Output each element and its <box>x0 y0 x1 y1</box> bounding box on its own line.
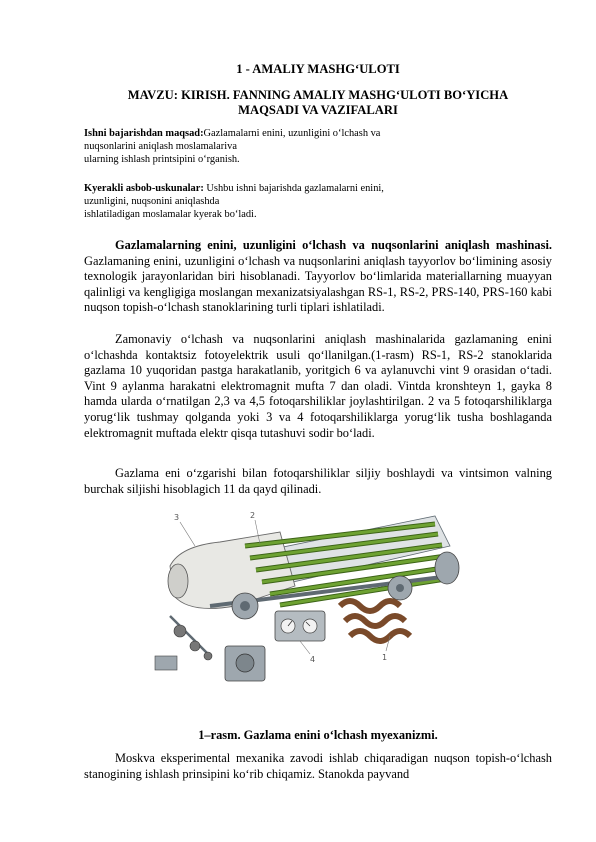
topic-line-1: MAVZU: KIRISH. FANNING AMALIY MASHG‘ULOTI BO‘YICHA <box>127 88 509 102</box>
paragraph-2-text: Zamonaviy o‘lchash va nuqsonlarini aniqlash mashinalarida gazlamaning enini o‘lchashda kontaktsiz fotoyelektrik usuli qo‘llanilgan.(1-rasm) RS-1, RS-2 stanoklarida gazlama 10 yuqoridan pastga harakatlanib, yoritgich 6 va aylanuvchi vint 9 orasidan o‘tadi. Vint 9 aylanma harakatni elektromagnit mufta 7 dan oladi. Vintda kronshteyn 1, gayka 8 hamda ularda o‘rnatilgan 2,3 va 4,5 fotoqarshiliklar joylashtirilgan. 2 va 5 fotoqarshiliklarga yorug‘lik tushmay qolganda yoki 3 va 4 fotoqarshiliklarga yorug‘lik tusha boshlaganda elektromagnit muftada elektr qisqa tutashuvi sodir bo‘ladi. <box>84 332 552 440</box>
paragraph-2 <box>84 332 552 441</box>
paragraph-4-text: Moskva eksperimental mexanika zavodi ishlab chiqaradigan nuqson topish-o‘lchash stanogining ishlash prinsipini ko‘rib chiqamiz. Stanokda payvand <box>84 751 552 781</box>
tools-label: Kyerakli asbob-uskunalar: <box>84 183 204 194</box>
paragraph-1-text: Gazlamaning enini, uzunligini o‘lchash va nuqsonlarini aniqlash tayyorlov bo‘limining asosiy texnologik jarayonlaridan biri hisoblanadi. Tayyorlov bo‘limlarida materiallarning muayyan qalinligi va kengligiga moslangan mexanizatsiyalashgan RS-1, RS-2, PRS-140, PRS-160 kabi nuqson topish-o‘lchash stanoklarining turli tiplari ishlatiladi. <box>84 253 552 315</box>
tools-text-2: uzunligini, nuqsonini aniqlashda <box>84 196 220 207</box>
callout-1: 1 <box>382 653 388 662</box>
callout-2: 2 <box>250 511 256 520</box>
goal-text: Gazlamalarni enini, uzunligini o‘lchash va <box>203 128 381 139</box>
goal-text-3: ularning ishlash printsipini o‘rganish. <box>84 154 240 165</box>
goal-label: Ishni bajarishdan maqsad: <box>84 128 204 139</box>
paragraph-3 <box>84 466 552 497</box>
fabric-roll-end <box>168 564 188 598</box>
tools-block <box>84 182 524 221</box>
paragraph-3-text: Gazlama eni o‘zgarishi bilan fotoqarshiliklar siljiy boshlaydi va vintsimon valning burchak siljishi hisoblagich 11 da qayd qilinadi. <box>84 466 552 496</box>
measuring-mechanism-figure <box>150 506 470 706</box>
tools-text: Ushbu ishni bajarishda gazlamalarni enini, <box>203 183 384 194</box>
lesson-title: 1 - AMALIY MASHG‘ULOTI <box>236 62 400 76</box>
callout-3: 3 <box>174 513 180 522</box>
goal-text-2: nuqsonlarini aniqlash moslamalariva <box>84 141 237 152</box>
drive-gears <box>155 616 212 670</box>
topic-line-2: MAQSADI VA VAZIFALARI <box>238 103 398 117</box>
tools-text-3: ishlatiladigan moslamalar kyerak bo‘ladi. <box>84 209 257 220</box>
paragraph-1-heading: Gazlamalarning enini, uzunligini o‘lchash va nuqsonlarini aniqlash mashinasi. <box>115 238 552 252</box>
callout-4: 4 <box>310 655 316 664</box>
brown-folding-mechanism <box>340 601 410 641</box>
figure-caption: 1–rasm. Gazlama enini o‘lchash myexanizmi. <box>198 728 438 742</box>
paragraph-4 <box>84 751 552 782</box>
goal-block <box>84 127 524 166</box>
paragraph-1 <box>84 238 552 316</box>
right-roller <box>435 552 459 584</box>
